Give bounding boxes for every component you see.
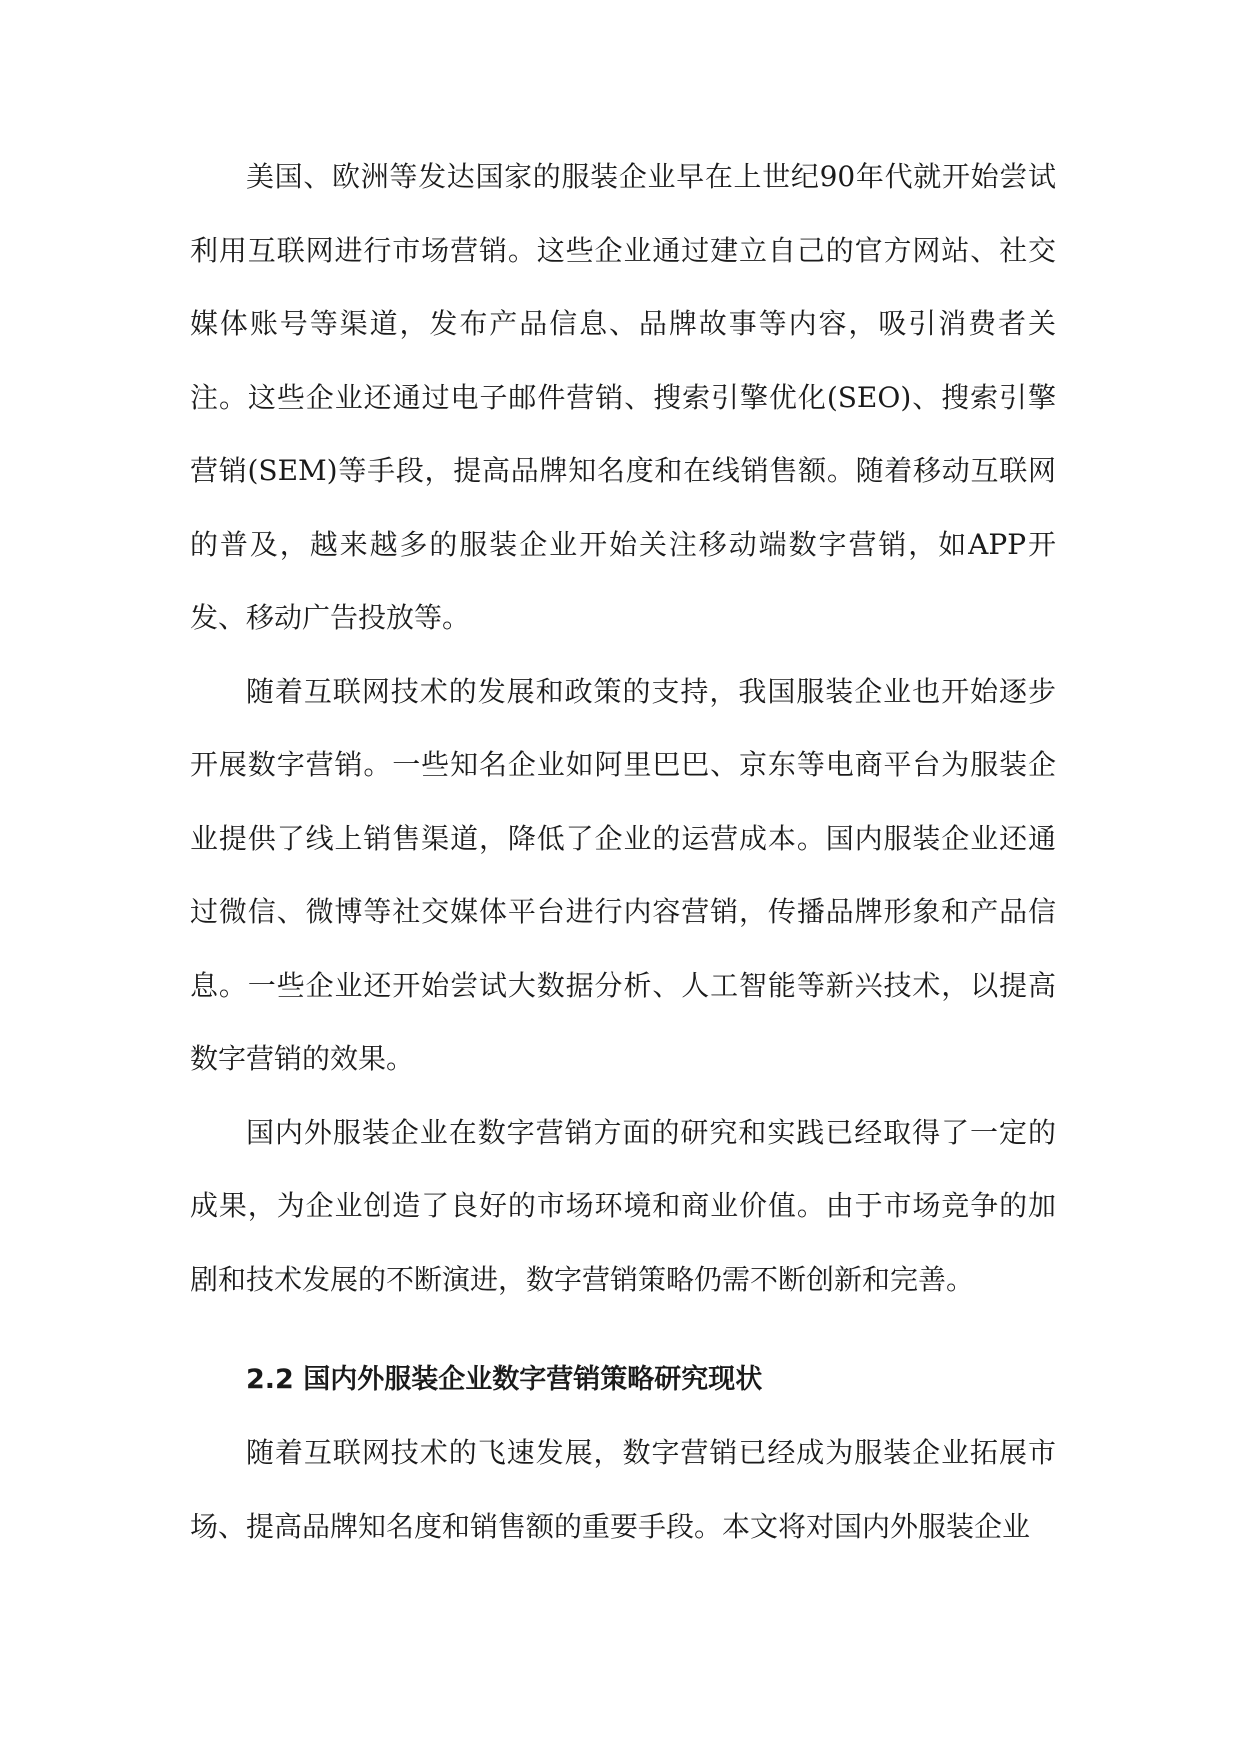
paragraph-section-intro: 随着互联网技术的飞速发展，数字营销已经成为服装企业拓展市场、提高品牌知名度和销售额的重要手段。本文将对国内外服装企业 — [190, 1436, 1056, 1543]
paragraph-domestic-digital-marketing: 随着互联网技术的发展和政策的支持，我国服装企业也开始逐步开展数字营销。一些知名企业如阿里巴巴、京东等电商平台为服装企业提供了线上销售渠道，降低了企业的运营成本。国内服装企业还通过微信、微博等社交媒体平台进行内容营销，传播品牌形象和产品信息。一些企业还开始尝试大数据分析、人工智能等新兴技术，以提高数字营销的效果。 — [190, 674, 1056, 1075]
document-body — [190, 140, 1056, 1563]
paragraph-overseas-digital-marketing: 美国、欧洲等发达国家的服装企业早在上世纪90年代就开始尝试利用互联网进行市场营销。这些企业通过建立自己的官方网站、社交媒体账号等渠道，发布产品信息、品牌故事等内容，吸引消费者关注。这些企业还通过电子邮件营销、搜索引擎优化(SEO)、搜索引擎营销(SEM)等手段，提高品牌知名度和在线销售额。随着移动互联网的普及，越来越多的服装企业开始关注移动端数字营销，如APP开发、移动广告投放等。 — [190, 160, 1056, 634]
paragraph-summary: 国内外服装企业在数字营销方面的研究和实践已经取得了一定的成果，为企业创造了良好的市场环境和商业价值。由于市场竞争的加剧和技术发展的不断演进，数字营销策略仍需不断创新和完善。 — [190, 1115, 1056, 1296]
section-heading: 2.2 国内外服装企业数字营销策略研究现状 — [246, 1364, 763, 1395]
